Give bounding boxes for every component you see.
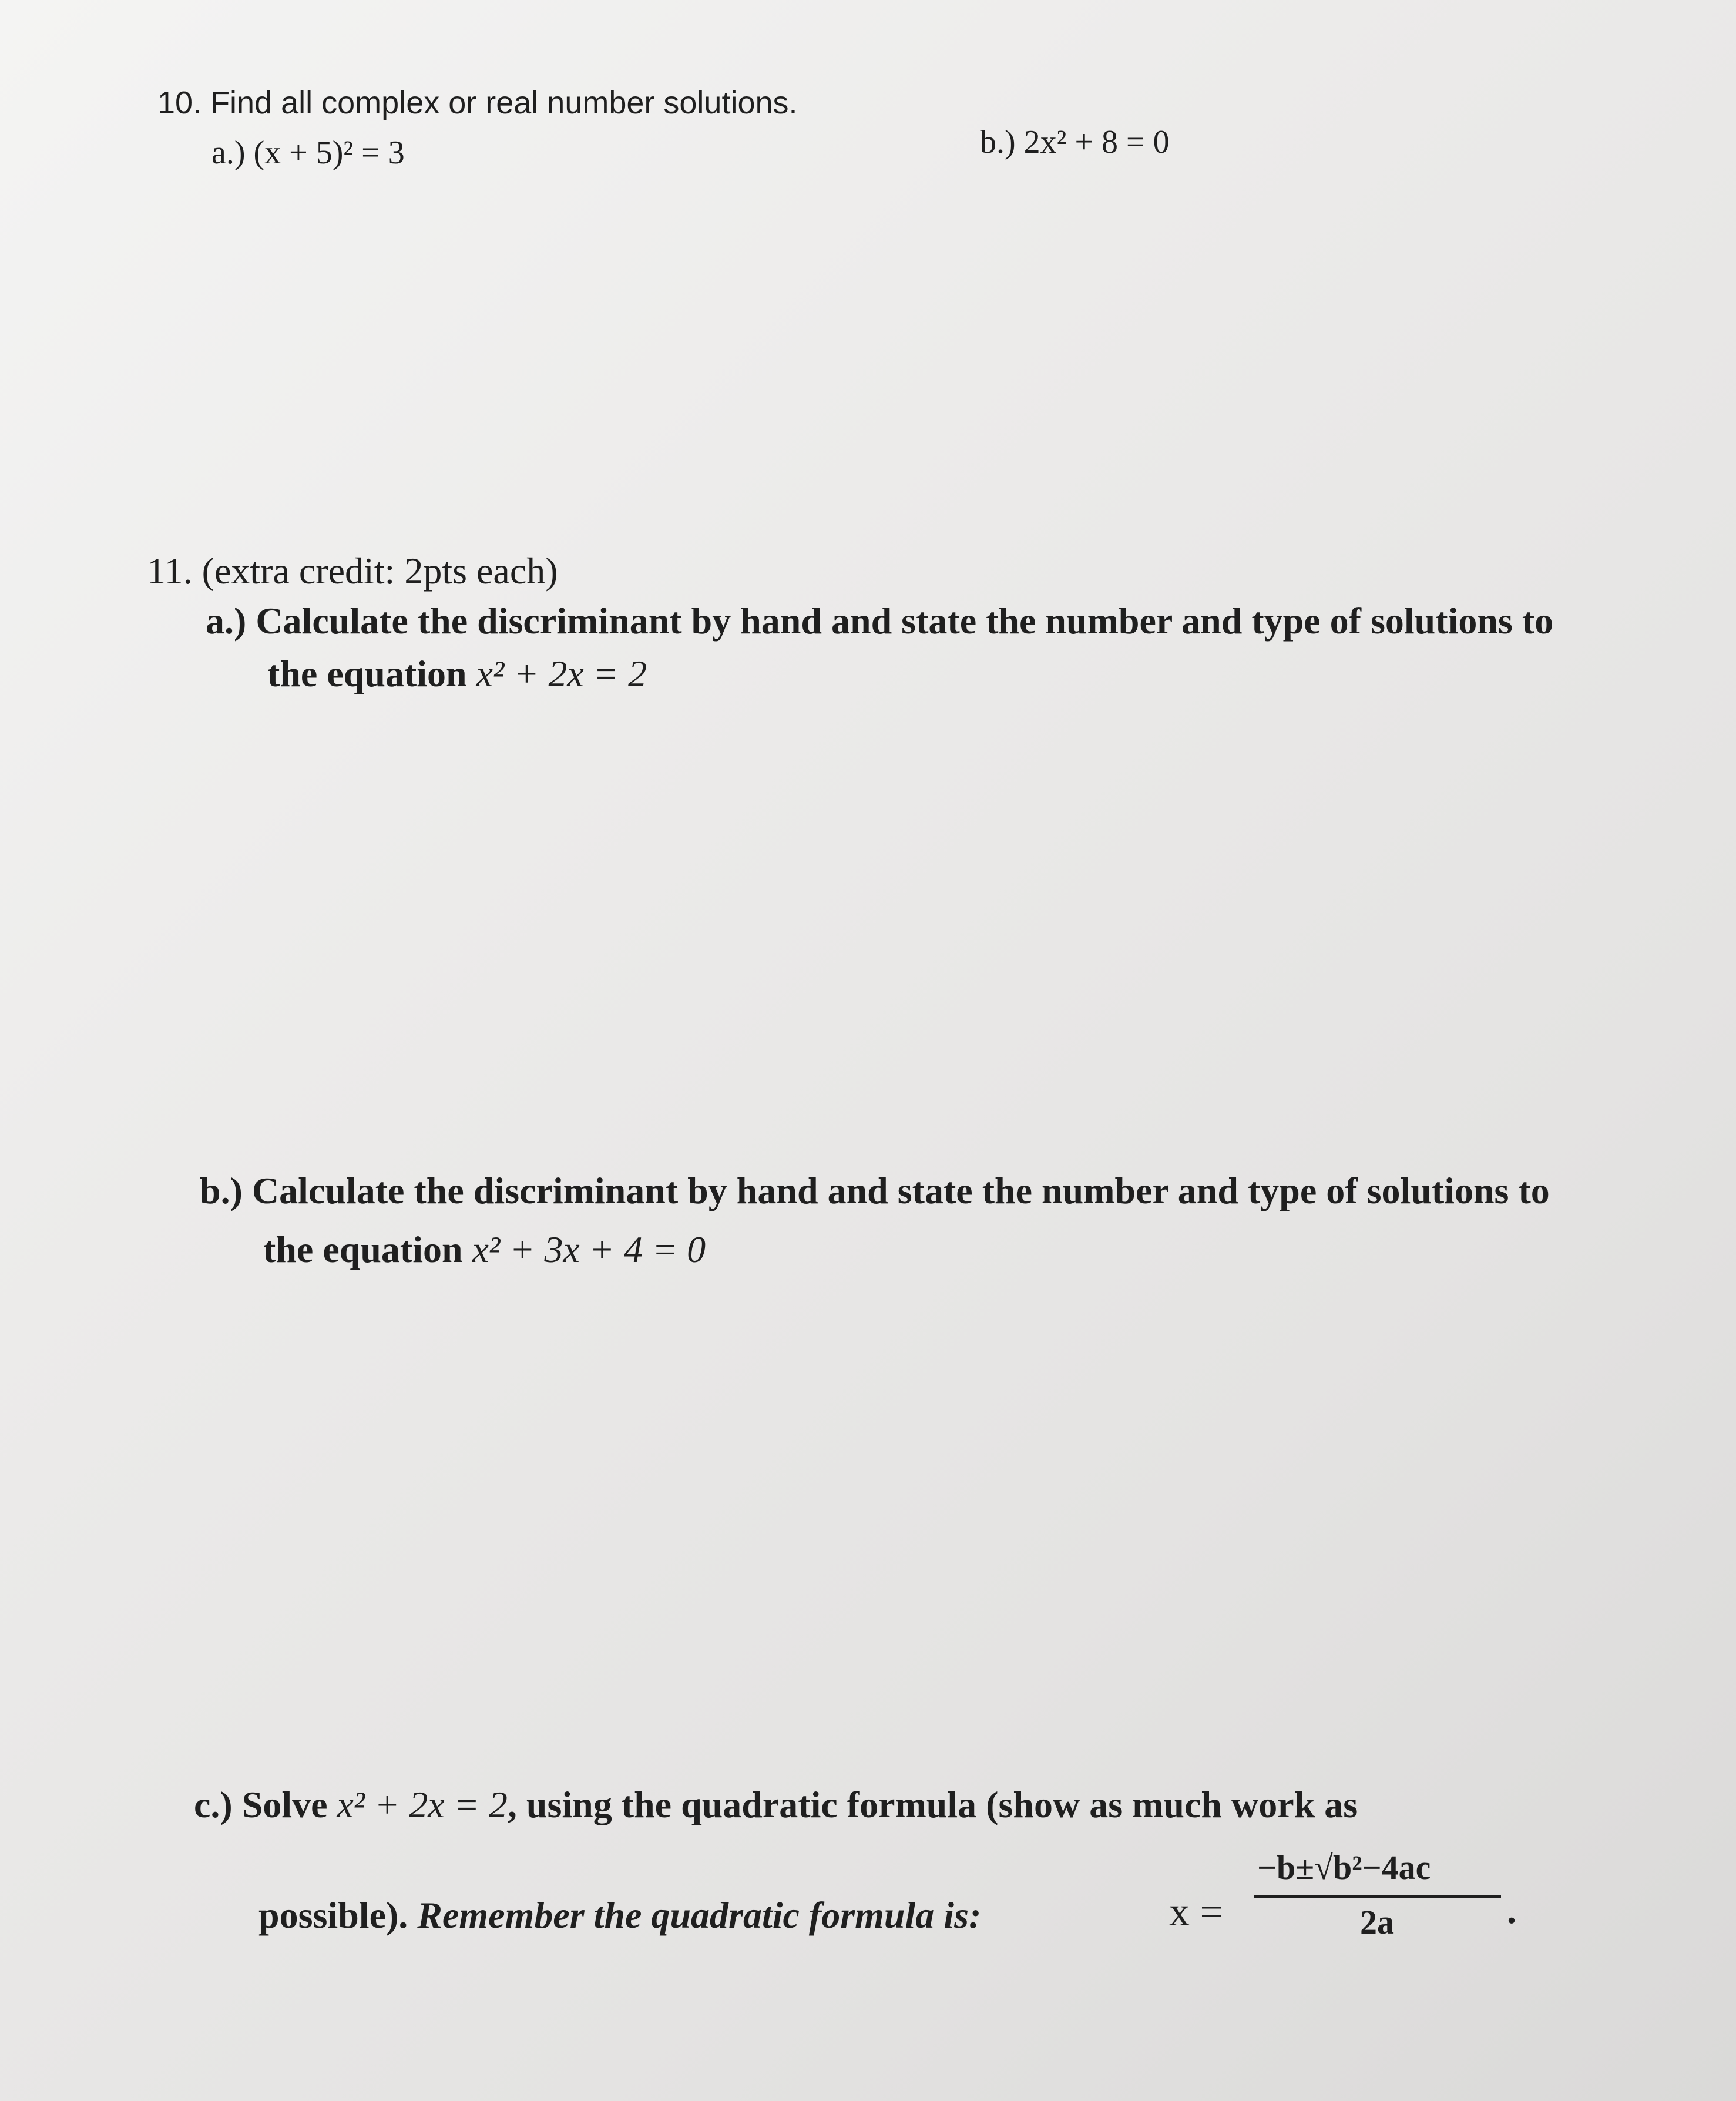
question-10-heading: 10. Find all complex or real number solutions. — [157, 85, 798, 120]
question-11b-line-2 — [263, 1231, 706, 1268]
formula-lhs: x = — [1169, 1889, 1223, 1935]
fraction-bar — [1254, 1895, 1501, 1898]
question-11b-prefix: the equation — [263, 1229, 472, 1270]
question-10-part-b: b.) 2x² + 8 = 0 — [980, 124, 1170, 160]
question-11b-line-1: b.) Calculate the discriminant by hand and state the number and type of solutions to — [200, 1170, 1550, 1211]
quadratic-formula-reminder: Remember the quadratic formula is: — [417, 1894, 982, 1936]
question-11c-possible: possible). — [258, 1894, 418, 1936]
formula-period: . — [1507, 1889, 1516, 1931]
question-11a-line-1: a.) Calculate the discriminant by hand and state the number and type of solutions to — [206, 600, 1554, 642]
formula-numerator: −b±√b²−4ac — [1257, 1848, 1431, 1887]
formula-denominator: 2a — [1360, 1903, 1394, 1941]
question-11a-prefix: the equation — [267, 653, 476, 694]
question-11-heading: 11. (extra credit: 2pts each) — [147, 550, 558, 592]
question-11c-line-1 — [194, 1786, 1358, 1824]
question-11c-line-2 — [258, 1894, 982, 1936]
quadratic-formula — [1169, 1833, 1533, 1945]
question-11a-line-2 — [267, 655, 647, 693]
question-11c-prefix: c.) Solve — [194, 1784, 337, 1825]
question-11c-equation: x² + 2x = 2 — [337, 1784, 508, 1825]
question-11c-suffix: , using the quadratic formula (show as much work as — [507, 1784, 1358, 1825]
question-11b-equation: x² + 3x + 4 = 0 — [472, 1229, 706, 1270]
question-11a-equation: x² + 2x = 2 — [476, 653, 647, 694]
question-10-part-a: a.) (x + 5)² = 3 — [211, 135, 405, 171]
